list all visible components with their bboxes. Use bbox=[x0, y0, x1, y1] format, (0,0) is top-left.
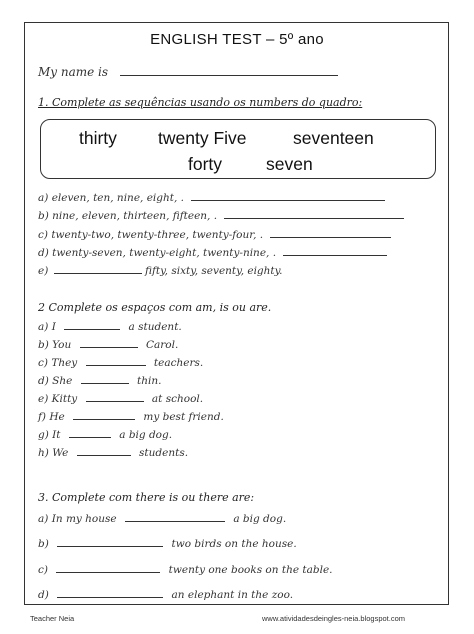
word-thirty: thirty bbox=[79, 128, 117, 148]
q2-item-g-blank[interactable] bbox=[69, 428, 111, 438]
q2-item-a-blank[interactable] bbox=[64, 320, 120, 330]
q2-item-e bbox=[38, 392, 203, 405]
q1-item-d bbox=[38, 246, 387, 259]
q3-item-d-post: an elephant in the zoo. bbox=[171, 589, 294, 601]
q2-item-a bbox=[38, 320, 182, 333]
q1-item-e-label: e) bbox=[38, 265, 49, 277]
word-seventeen: seventeen bbox=[293, 128, 374, 148]
page-title: ENGLISH TEST – 5º ano bbox=[150, 31, 324, 48]
q2-item-h-blank[interactable] bbox=[77, 446, 131, 456]
q2-item-b-blank[interactable] bbox=[80, 338, 138, 348]
q1-item-e-blank[interactable] bbox=[54, 264, 142, 274]
q3-item-c-pre: c) bbox=[38, 564, 48, 576]
q2-item-c bbox=[38, 356, 203, 369]
footer-author: Teacher Neia bbox=[30, 614, 75, 623]
q2-item-a-post: a student. bbox=[128, 321, 182, 333]
q2-item-e-blank[interactable] bbox=[86, 392, 144, 402]
q3-item-c-post: twenty one books on the table. bbox=[168, 564, 333, 576]
q1-item-b-blank[interactable] bbox=[224, 209, 404, 219]
q2-item-b-pre: b) You bbox=[38, 339, 72, 351]
name-label: My name is bbox=[38, 65, 109, 79]
word-box bbox=[40, 119, 436, 179]
q2-item-f bbox=[38, 410, 224, 423]
q3-item-c bbox=[38, 563, 333, 576]
q3-item-d-pre: d) bbox=[38, 589, 49, 601]
q1-item-d-blank[interactable] bbox=[283, 246, 387, 256]
q2-item-b-post: Carol. bbox=[145, 339, 179, 351]
q3-item-d bbox=[38, 588, 293, 601]
q2-item-c-post: teachers. bbox=[153, 357, 204, 369]
q1-item-a-blank[interactable] bbox=[191, 191, 385, 201]
q1-item-c-text: c) twenty-two, twenty-three, twenty-four, . bbox=[38, 229, 264, 241]
q2-item-h-post: students. bbox=[139, 447, 189, 459]
name-blank[interactable] bbox=[120, 66, 338, 76]
q2-item-d-post: thin. bbox=[137, 375, 162, 387]
footer-website[interactable]: www.atividadesdeingles-neia.blogspot.com bbox=[262, 614, 405, 623]
q1-item-b-text: b) nine, eleven, thirteen, fifteen, . bbox=[38, 210, 218, 222]
q2-item-f-blank[interactable] bbox=[73, 410, 135, 420]
q2-item-g bbox=[38, 428, 172, 441]
q3-item-b bbox=[38, 537, 297, 550]
q1-item-a-text: a) eleven, ten, nine, eight, . bbox=[38, 192, 184, 204]
q2-item-g-pre: g) It bbox=[38, 429, 61, 441]
q2-item-d-pre: d) She bbox=[38, 375, 73, 387]
q3-item-a-pre: a) In my house bbox=[38, 513, 117, 525]
q1-item-c bbox=[38, 228, 391, 241]
q1-item-c-blank[interactable] bbox=[270, 228, 391, 238]
q2-item-g-post: a big dog. bbox=[119, 429, 173, 441]
q3-item-b-pre: b) bbox=[38, 538, 49, 550]
q2-item-f-pre: f) He bbox=[38, 411, 65, 423]
q1-heading: 1. Complete as sequências usando os numbers do quadro: bbox=[38, 96, 363, 109]
q3-item-d-blank[interactable] bbox=[57, 588, 163, 598]
q1-item-d-text: d) twenty-seven, twenty-eight, twenty-nine, . bbox=[38, 247, 277, 259]
q3-item-b-blank[interactable] bbox=[57, 537, 163, 547]
q2-item-h bbox=[38, 446, 188, 459]
q1-item-e bbox=[38, 264, 283, 277]
q1-item-a bbox=[38, 191, 385, 204]
q3-item-a-blank[interactable] bbox=[125, 512, 225, 522]
q2-item-e-post: at school. bbox=[151, 393, 204, 405]
q2-item-f-post: my best friend. bbox=[143, 411, 224, 423]
q2-heading: 2 Complete os espaços com am, is ou are. bbox=[38, 301, 272, 314]
name-row bbox=[38, 65, 338, 79]
q3-item-b-post: two birds on the house. bbox=[171, 538, 297, 550]
q2-item-c-pre: c) They bbox=[38, 357, 78, 369]
q2-item-d-blank[interactable] bbox=[81, 374, 129, 384]
q2-item-a-pre: a) I bbox=[38, 321, 56, 333]
q1-item-e-text: fifty, sixty, seventy, eighty. bbox=[145, 265, 283, 277]
q3-heading: 3. Complete com there is ou there are: bbox=[38, 491, 255, 504]
q3-item-a bbox=[38, 512, 286, 525]
q2-item-c-blank[interactable] bbox=[86, 356, 146, 366]
q2-item-h-pre: h) We bbox=[38, 447, 69, 459]
q3-item-c-blank[interactable] bbox=[56, 563, 160, 573]
word-seven: seven bbox=[266, 154, 313, 174]
word-forty: forty bbox=[188, 154, 223, 174]
q2-item-d bbox=[38, 374, 161, 387]
q3-item-a-post: a big dog. bbox=[233, 513, 287, 525]
q2-item-b bbox=[38, 338, 178, 351]
q2-item-e-pre: e) Kitty bbox=[38, 393, 78, 405]
word-twenty-five: twenty Five bbox=[158, 128, 247, 148]
q1-item-b bbox=[38, 209, 404, 222]
